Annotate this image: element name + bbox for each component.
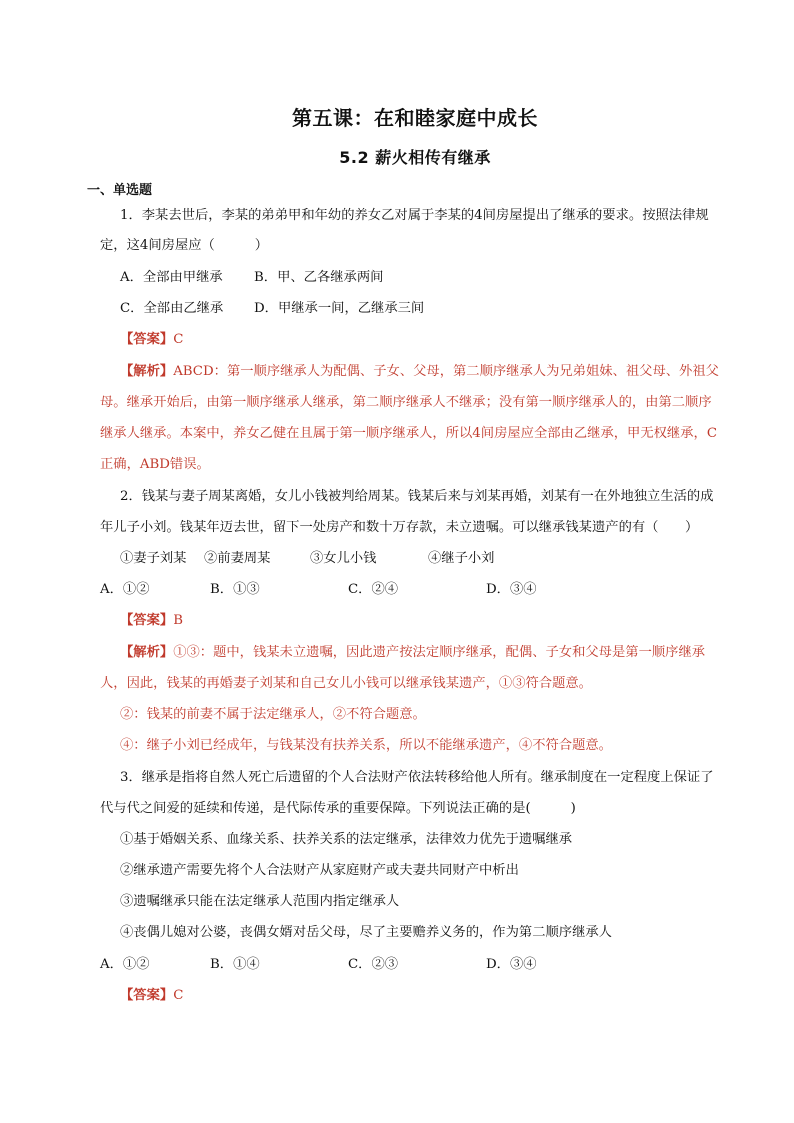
analysis-label: 【解析】 [120, 364, 174, 379]
q2-option-d: D．③④ [486, 582, 537, 597]
q3-answer [120, 986, 760, 1006]
q2-analysis-line2: 人，因此，钱某的再婚妻子刘某和自己女儿小钱可以继承钱某遗产，①③符合题意。 [100, 676, 592, 691]
q2-item-1: ①妻子刘某 [120, 551, 187, 566]
answer-label: 【答案】 [120, 613, 174, 628]
q2-answer [120, 611, 760, 631]
q3-stem-line2: 代与代之间爱的延续和传递，是代际传承的重要保障。下列说法正确的是( ) [100, 801, 576, 816]
q2-item-2: ②前妻周某 [204, 551, 271, 566]
q1-analysis-line3: 继承人继承。本案中，养女乙健在且属于第一顺序继承人，所以4间房屋应全部由乙继承，甲无权继承，C [100, 426, 717, 441]
q3-option-b: B．①④ [210, 957, 260, 972]
q1-analysis-line1 [120, 362, 760, 382]
q1-option-b: B．甲、乙各继承两间 [254, 270, 384, 285]
answer-label: 【答案】 [120, 332, 174, 347]
q1-stem-line2: 定，这4间房屋应（ ） [100, 238, 269, 253]
q1-analysis-line4: 正确，ABD错误。 [100, 457, 210, 472]
q3-item-3: ③遗嘱继承只能在法定继承人范围内指定继承人 [120, 894, 400, 909]
q1-answer-value: C [173, 332, 184, 347]
q3-item-1: ①基于婚姻关系、血缘关系、扶养关系的法定继承，法律效力优先于遗嘱继承 [120, 832, 573, 847]
q1-option-d: D．甲继承一间，乙继承三间 [254, 301, 425, 316]
q3-option-c: C．②③ [348, 957, 399, 972]
q2-option-a: A．①② [100, 582, 150, 597]
q1-answer [120, 330, 760, 350]
q3-answer-value: C [173, 988, 184, 1003]
q2-stem-line2: 年儿子小刘。钱某年迈去世，留下一处房产和数十万存款，未立遗嘱。可以继承钱某遗产的有（ ） [100, 520, 699, 535]
q1-analysis-line2: 母。继承开始后，由第一顺序继承人继承，第二顺序继承人不继承；没有第一顺序继承人的，由第二顺序 [100, 395, 712, 410]
q3-stem-line1: 3．继承是指将自然人死亡后遗留的个人合法财产依法转移给他人所有。继承制度在一定程度上保证了 [120, 770, 714, 785]
q2-analysis-text1: ①③：题中，钱某未立遗嘱，因此遗产按法定顺序继承，配偶、子女和父母是第一顺序继承 [173, 645, 706, 660]
q2-option-c: C．②④ [348, 582, 399, 597]
q2-option-b: B．①③ [210, 582, 260, 597]
q2-analysis-line1 [120, 643, 760, 663]
q3-item-4: ④丧偶儿媳对公婆，丧偶女婿对岳父母，尽了主要赡养义务的，作为第二顺序继承人 [120, 925, 612, 940]
section-heading: 一、单选题 [87, 183, 153, 198]
analysis-label: 【解析】 [120, 645, 174, 660]
answer-label: 【答案】 [120, 988, 174, 1003]
q1-option-a: A．全部由甲继承 [120, 270, 223, 285]
q1-analysis-text1: ABCD：第一顺序继承人为配偶、子女、父母，第二顺序继承人为兄弟姐妹、祖父母、外祖父 [173, 364, 719, 379]
q3-item-2: ②继承遗产需要先将个人合法财产从家庭财产或夫妻共同财产中析出 [120, 863, 519, 878]
page-subtitle: 5.2 薪火相传有继承 [339, 148, 491, 167]
page-title: 第五课：在和睦家庭中成长 [292, 106, 538, 130]
q3-option-a: A．①② [100, 957, 150, 972]
q2-analysis-line4: ④：继子小刘已经成年，与钱某没有扶养关系，所以不能继承遗产，④不符合题意。 [120, 738, 612, 753]
q3-option-d: D．③④ [486, 957, 537, 972]
q2-analysis-line3: ②：钱某的前妻不属于法定继承人，②不符合题意。 [120, 707, 426, 722]
q2-stem-line1: 2．钱某与妻子周某离婚，女儿小钱被判给周某。钱某后来与刘某再婚，刘某有一在外地独立生活的成 [120, 489, 714, 504]
q2-item-4: ④继子小刘 [428, 551, 495, 566]
q2-answer-value: B [173, 613, 183, 628]
q1-option-c: C．全部由乙继承 [120, 301, 224, 316]
q2-item-3: ③女儿小钱 [310, 551, 377, 566]
q1-stem-line1: 1．李某去世后，李某的弟弟甲和年幼的养女乙对属于李某的4间房屋提出了继承的要求。按照法律规 [120, 208, 709, 223]
